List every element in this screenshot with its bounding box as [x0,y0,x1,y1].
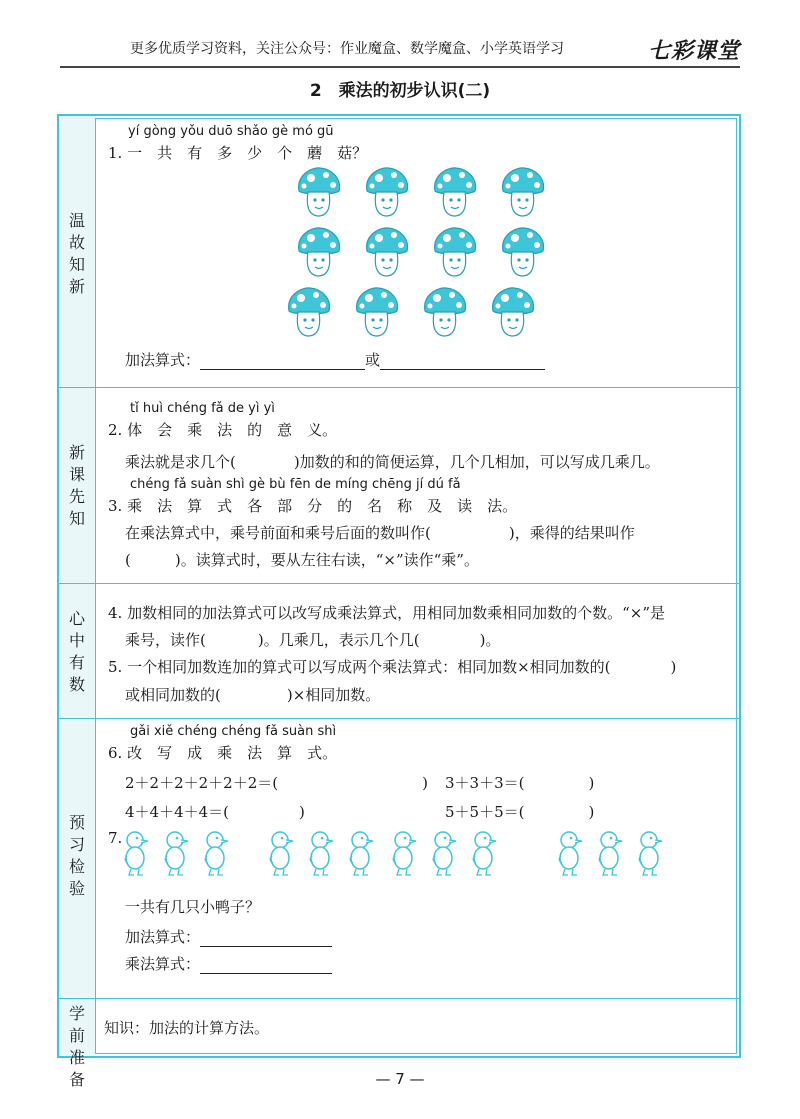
mushroom-icon [352,285,402,339]
q3-pinyin: chéng fǎ suàn shì gè bù fēn de míng chēng jí dú fǎ [130,477,461,492]
duck-picture [120,826,680,886]
duck-icon [428,828,458,878]
q7-mul-line: 乘法算式： [125,953,332,974]
section-label-newlesson: 新 课 先 知 [68,443,85,528]
q3-line1: 在乘法算式中，乘号前面和乘号后面的数叫作( )，乘得的结果叫作 [125,524,635,542]
section-divider [59,718,739,719]
section-label-prep: 学 前 准 备 [68,1004,85,1089]
duck-icon [200,828,230,878]
duck-icon [160,828,190,878]
section-divider [59,583,739,584]
header-note: 更多优质学习资料，关注公众号：作业魔盒、数学魔盒、小学英语学习 [130,41,564,57]
duck-icon [305,828,335,878]
q7-number: 7. [108,829,123,847]
q6-text: 6. 改 写 成 乘 法 算 式。 [108,744,338,762]
answer-blank[interactable] [200,973,332,974]
duck-icon [120,828,150,878]
section-divider [59,998,739,999]
mushroom-icon [498,165,548,219]
duck-icon [594,828,624,878]
mushroom-icon [488,285,538,339]
q5-line1: 5. 一个相同加数连加的算式可以写成两个乘法算式：相同加数×相同加数的( ) [108,658,677,676]
q1-pinyin: yí gòng yǒu duō shǎo gè mó gū [128,124,334,139]
duck-icon [554,828,584,878]
answer-blank[interactable] [380,369,545,370]
q6-expr-3: 4＋4＋4＋4＝( ) [125,803,305,821]
q2-text: 2. 体 会 乘 法 的 意 义。 [108,421,338,439]
mushroom-icon [430,165,480,219]
q3-line2: ( )。读算式时，要从左往右读，“×”读作“乘”。 [125,551,479,569]
duck-icon [265,828,295,878]
q6-expr-4: 5＋5＋5＝( ) [445,803,595,821]
section-label-review: 温 故 知 新 [68,211,85,296]
q6-expr-1: 2＋2＋2＋2＋2＋2＝( ) [125,774,428,792]
prep-text: 知识：加法的计算方法。 [104,1019,270,1037]
q6-pinyin: gǎi xiě chéng chéng fǎ suàn shì [130,724,337,739]
section-label-preview: 预 习 检 验 [68,813,85,898]
q4-line2: 乘号，读作( )。几乘几，表示几个几( )。 [125,631,501,649]
q1-answer-line: 加法算式： 或 [125,349,545,370]
q1-text: 1. 一 共 有 多 少 个 蘑 菇？ [108,144,368,162]
mushroom-icon [294,165,344,219]
page-title: 2 乘法的初步认识(二) [309,81,491,101]
brand-logo: 七彩课堂 [648,39,741,64]
q2-pinyin: tǐ huì chéng fǎ de yì yì [130,401,275,416]
q7-add-line: 加法算式： [125,926,332,947]
header-rule [60,66,740,68]
mushroom-icon [362,165,412,219]
q2-line: 乘法就是求几个( )加数的和的简便运算，几个几相加，可以写成几乘几。 [125,453,660,471]
mushroom-icon [362,225,412,279]
duck-icon [634,828,664,878]
duck-icon [345,828,375,878]
mushroom-picture [290,165,560,340]
mushroom-icon [284,285,334,339]
q6-expr-2: 3＋3＋3＝( ) [445,774,595,792]
q3-text: 3. 乘 法 算 式 各 部 分 的 名 称 及 读 法。 [108,497,518,515]
mushroom-icon [294,225,344,279]
page-number: — 7 — [375,1070,425,1088]
q7-question: 一共有几只小鸭子？ [125,898,261,916]
q5-line2: 或相同加数的( )×相同加数。 [125,686,381,704]
answer-blank[interactable] [200,369,365,370]
q4-line1: 4. 加数相同的加法算式可以改写成乘法算式，用相同加数乘相同加数的个数。“×”是 [108,604,665,622]
answer-blank[interactable] [200,946,332,947]
duck-icon [468,828,498,878]
mushroom-icon [498,225,548,279]
mushroom-icon [430,225,480,279]
mushroom-icon [420,285,470,339]
duck-icon [388,828,418,878]
section-label-mind: 心 中 有 数 [68,609,85,694]
section-divider [59,387,739,388]
